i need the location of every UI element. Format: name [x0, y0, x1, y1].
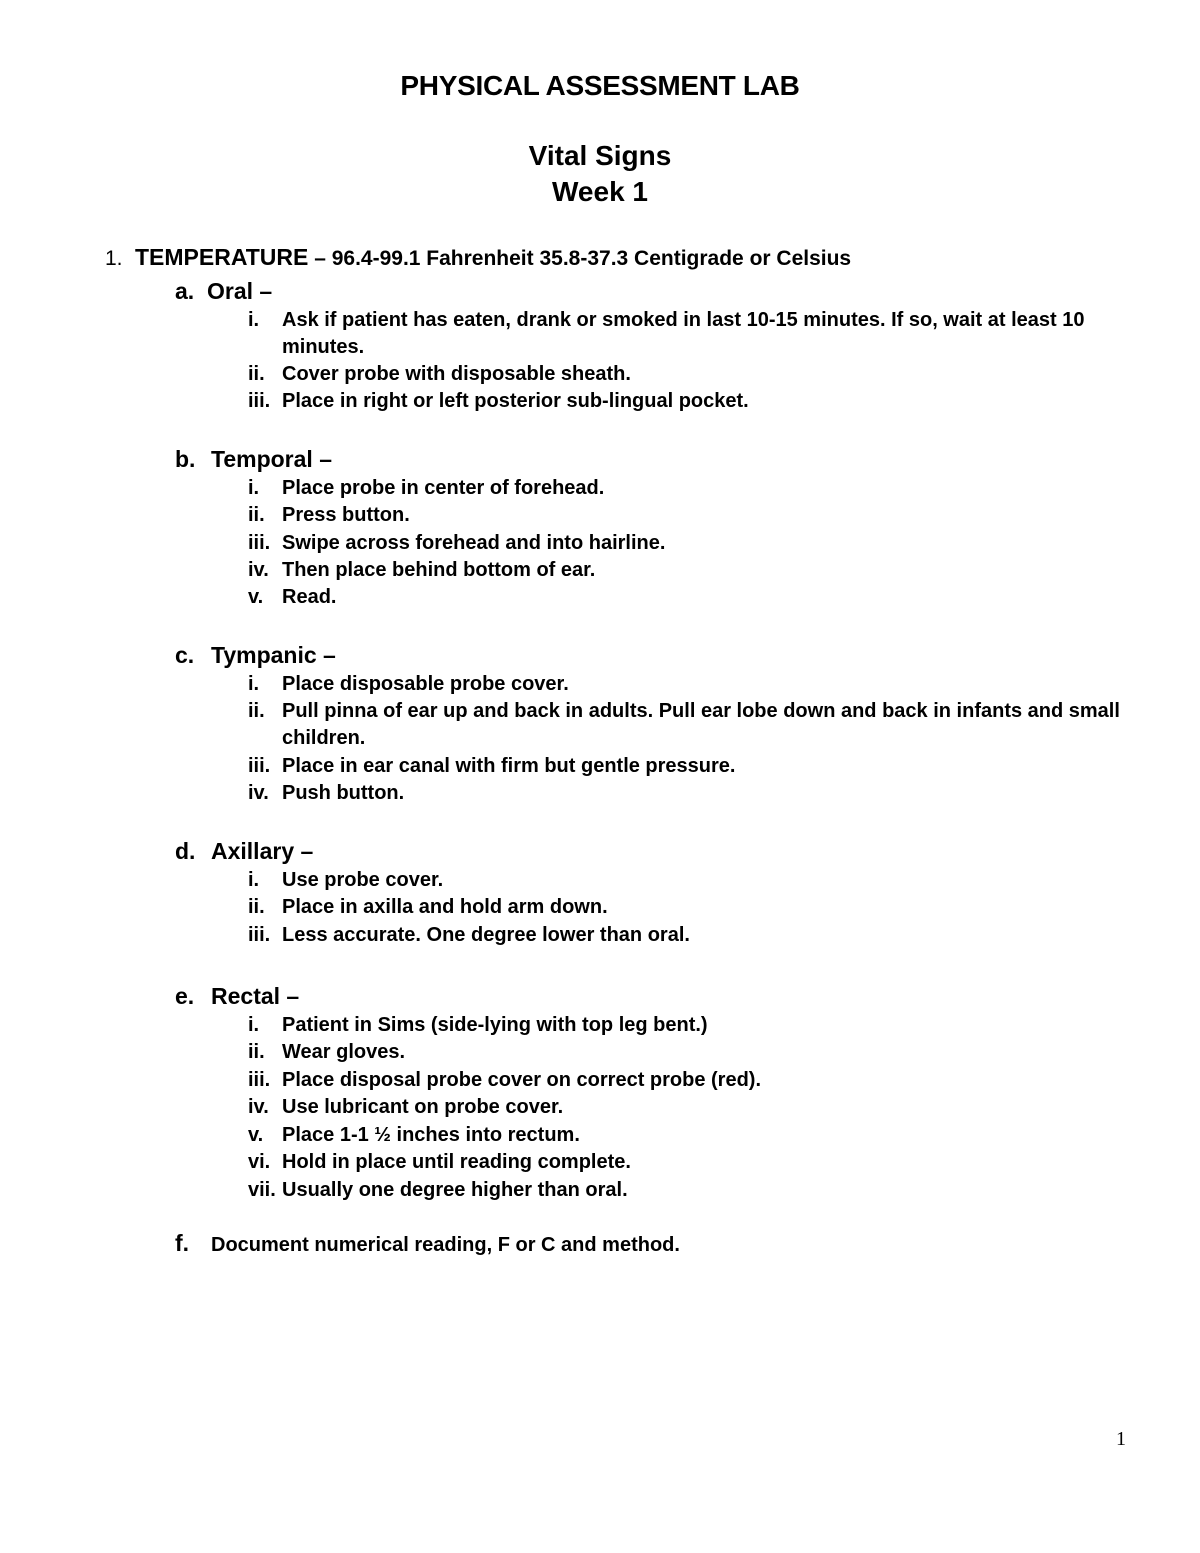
item-text: Less accurate. One degree lower than oral.	[282, 924, 690, 946]
list-item	[248, 1122, 1128, 1149]
topic-heading	[105, 244, 851, 271]
list-item	[248, 1149, 1128, 1176]
document-subtitle: Vital Signs	[528, 140, 672, 171]
item-numeral: vi.	[248, 1151, 271, 1173]
list-item	[248, 388, 1128, 415]
item-text: Use lubricant on probe cover.	[282, 1096, 564, 1118]
topic-number: 1.	[105, 247, 123, 270]
item-text: Press button.	[282, 504, 410, 526]
final-instruction-text: Document numerical reading, F or C and method.	[211, 1234, 680, 1256]
section-heading-oral	[175, 278, 272, 305]
item-numeral: i.	[248, 309, 260, 331]
item-numeral: ii.	[248, 896, 265, 918]
section-name: Temporal –	[211, 446, 332, 472]
item-numeral: iv.	[248, 782, 269, 804]
item-numeral: i.	[248, 869, 260, 891]
item-numeral: v.	[248, 1124, 264, 1146]
item-numeral: i.	[248, 1014, 260, 1036]
item-text: Place in ear canal with firm but gentle pressure.	[282, 755, 736, 777]
item-text: Swipe across forehead and into hairline.	[282, 532, 666, 554]
item-numeral: iv.	[248, 559, 269, 581]
section-heading-temporal	[175, 446, 332, 473]
item-text: Place disposal probe cover on correct probe (red).	[282, 1069, 762, 1091]
item-text: Usually one degree higher than oral.	[282, 1179, 628, 1201]
item-numeral: iii.	[248, 532, 271, 554]
item-text: Push button.	[282, 782, 405, 804]
section-name: Rectal –	[211, 983, 300, 1009]
item-text: Place 1-1 ½ inches into rectum.	[282, 1124, 580, 1146]
item-numeral: i.	[248, 673, 260, 695]
document-title: PHYSICAL ASSESSMENT LAB	[400, 70, 800, 101]
item-numeral: ii.	[248, 700, 265, 722]
page-number: 1	[1116, 1428, 1126, 1450]
list-item	[248, 502, 1128, 529]
list-item	[248, 557, 1128, 584]
item-text: Cover probe with disposable sheath.	[282, 363, 631, 385]
item-text: Place disposable probe cover.	[282, 673, 569, 695]
section-letter: c.	[175, 642, 195, 668]
list-item	[248, 584, 1128, 611]
item-numeral: iii.	[248, 924, 271, 946]
list-item	[248, 1012, 1128, 1039]
section-heading-tympanic	[175, 642, 336, 669]
section-heading-axillary	[175, 838, 313, 865]
section-name: Oral –	[207, 278, 273, 304]
item-numeral: ii.	[248, 363, 265, 385]
item-numeral: iv.	[248, 1096, 269, 1118]
section-heading-rectal	[175, 983, 299, 1010]
list-item	[248, 894, 1128, 921]
item-numeral: iii.	[248, 390, 271, 412]
item-text: Wear gloves.	[282, 1041, 406, 1063]
section-name: Axillary –	[211, 838, 314, 864]
list-item	[248, 361, 1128, 388]
item-numeral: i.	[248, 477, 260, 499]
item-numeral: ii.	[248, 1041, 265, 1063]
item-numeral: iii.	[248, 1069, 271, 1091]
list-item	[248, 922, 1128, 949]
item-text: Then place behind bottom of ear.	[282, 559, 596, 581]
list-item	[248, 1177, 1128, 1204]
item-text: Place in axilla and hold arm down.	[282, 896, 608, 918]
list-item	[248, 307, 1128, 361]
list-item	[248, 1094, 1128, 1121]
list-item	[248, 475, 1128, 502]
item-numeral: vii.	[248, 1179, 276, 1201]
final-instruction	[175, 1230, 680, 1257]
item-text: Patient in Sims (side-lying with top leg bent.)	[282, 1014, 708, 1036]
item-numeral: v.	[248, 586, 264, 608]
item-text: Ask if patient has eaten, drank or smoked in last 10-15 minutes. If so, wait at least 10 minutes.	[282, 309, 1085, 358]
item-text: Hold in place until reading complete.	[282, 1151, 631, 1173]
section-letter: b.	[175, 446, 196, 472]
item-numeral: ii.	[248, 504, 265, 526]
section-letter: e.	[175, 983, 195, 1009]
item-text: Pull pinna of ear up and back in adults. Pull ear lobe down and back in infants and small children.	[282, 700, 1120, 749]
item-text: Read.	[282, 586, 337, 608]
item-numeral: iii.	[248, 755, 271, 777]
topic-range: – 96.4-99.1 Fahrenheit 35.8-37.3 Centigrade or Celsius	[314, 247, 852, 270]
list-item	[248, 698, 1128, 752]
list-item	[248, 867, 1128, 894]
list-item	[248, 753, 1128, 780]
list-item	[248, 671, 1128, 698]
topic-name: TEMPERATURE	[135, 244, 309, 270]
section-letter: a.	[175, 278, 195, 304]
list-item	[248, 1039, 1128, 1066]
week-label: Week 1	[552, 176, 648, 207]
section-letter: d.	[175, 838, 196, 864]
item-text: Place probe in center of forehead.	[282, 477, 605, 499]
list-item	[248, 1067, 1128, 1094]
item-text: Place in right or left posterior sub-lingual pocket.	[282, 390, 749, 412]
section-letter: f.	[175, 1230, 190, 1256]
section-name: Tympanic –	[211, 642, 336, 668]
list-item	[248, 530, 1128, 557]
list-item	[248, 780, 1128, 807]
item-text: Use probe cover.	[282, 869, 444, 891]
